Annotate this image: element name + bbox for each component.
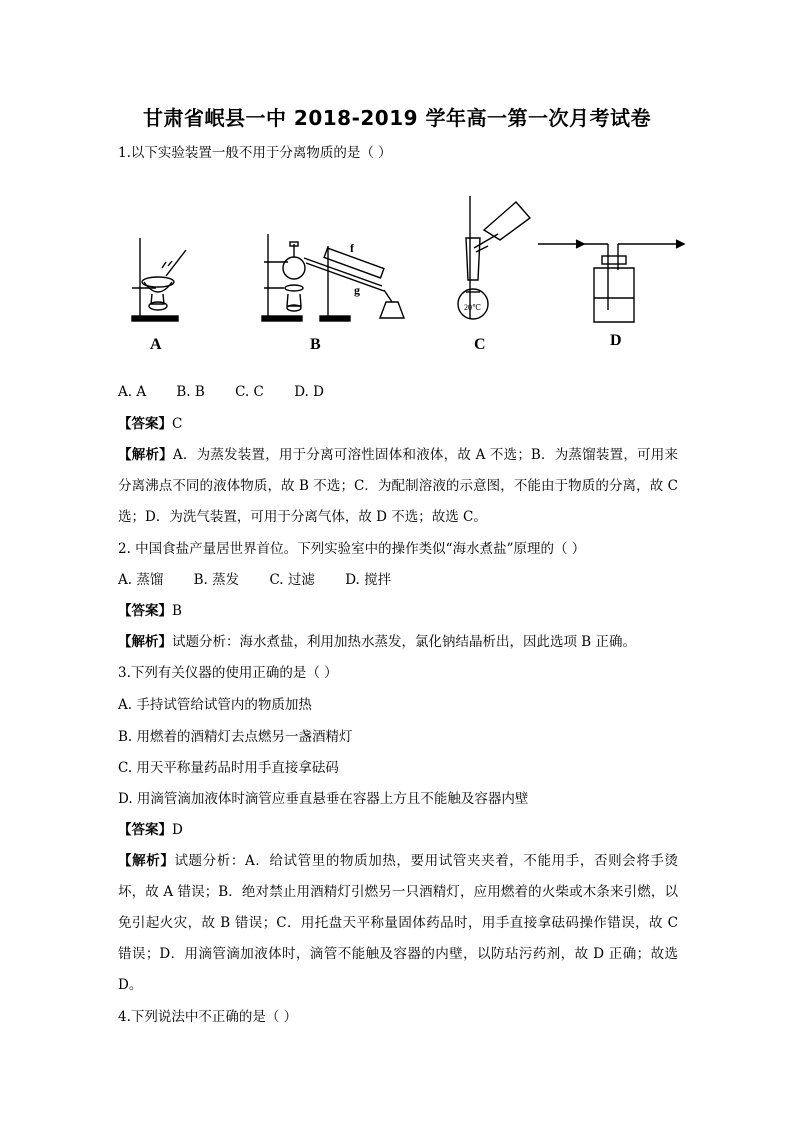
analysis-label: 【解析】 [118, 853, 175, 869]
apparatus-c-volumetric-flask [458, 196, 530, 319]
q3-stem: 3.下列有关仪器的使用正确的是（ ） [118, 665, 338, 681]
answer-value: B [172, 603, 182, 619]
analysis-text: A．为蒸发装置，用于分离可溶性固体和液体，故 A 不选；B．为蒸馏装置，可用来分离沸点不同的液体物质，故 B 不选；C．为配制溶液的示意图，不能由于物质的分离，故 C 选；D．为洗气装置，可用于分离气体，故 D 不选；故选 C。 [118, 447, 678, 525]
q2-stem: 2. 中国食盐产量居世界首位。下列实验室中的操作类似“海水煮盐”原理的（ ） [118, 541, 586, 557]
q3-answer [118, 820, 183, 840]
q1-option-c[interactable]: C. C [235, 384, 264, 400]
q1-option-a[interactable]: A. A [118, 384, 147, 400]
q4-stem: 4.下列说法中不正确的是（ ） [118, 1009, 298, 1025]
q1-option-d[interactable]: D. D [294, 384, 324, 400]
q1-stem: 1.以下实验装置一般不用于分离物质的是（ ） [118, 145, 392, 161]
q2-options [118, 570, 417, 590]
analysis-text: 试题分析：A．给试管里的物质加热，要用试管夹夹着，不能用手，否则会将手烫坏，故 A 错误；B．绝对禁止用酒精灯引燃另一只酒精灯，应用燃着的火柴或木条来引燃，以免引起火灾，故 B 错误；C．用托盘天平称量固体药品时，用手直接拿砝码操作错误，故 C 错误；D．用滴管滴加液体时，滴管不能触及容器的内壁，以防玷污药剂，故 D 正确；故选 D。 [118, 853, 678, 993]
q1-option-b[interactable]: B. B [176, 384, 205, 400]
figure-label-b: B [310, 336, 321, 353]
q1-options [118, 382, 350, 402]
q3-option-a[interactable]: A. 手持试管给试管内的物质加热 [118, 697, 312, 713]
figure-label-d: D [610, 332, 622, 349]
q1-answer [118, 414, 182, 434]
analysis-label: 【解析】 [118, 447, 173, 463]
analysis-label: 【解析】 [118, 634, 172, 650]
q1-analysis [118, 440, 678, 533]
q1-apparatus-figure [118, 190, 698, 360]
answer-value: D [172, 822, 183, 838]
answer-label: 【答案】 [118, 822, 172, 838]
apparatus-a-evaporation [132, 238, 186, 321]
q2-analysis [118, 632, 636, 652]
label-g: g [354, 283, 360, 297]
q3-option-d[interactable]: D. 用滴管滴加液体时滴管应垂直悬垂在容器上方且不能触及容器内壁 [118, 791, 529, 807]
answer-label: 【答案】 [118, 416, 172, 432]
q2-option-c[interactable]: C. 过滤 [269, 572, 315, 588]
answer-value: C [172, 416, 183, 432]
analysis-text: 试题分析：海水煮盐，利用加热水蒸发，氯化钠结晶析出，因此选项 B 正确。 [172, 634, 637, 650]
label-temp: 20℃ [464, 303, 481, 312]
label-f: f [350, 241, 354, 255]
q3-analysis [118, 846, 678, 1001]
q3-option-b[interactable]: B. 用燃着的酒精灯去点燃另一盏酒精灯 [118, 729, 353, 745]
figure-label-c: C [474, 336, 486, 353]
answer-label: 【答案】 [118, 603, 172, 619]
page-title: 甘肃省岷县一中 2018-2019 学年高一第一次月考试卷 [142, 106, 652, 130]
figure-label-a: A [150, 336, 162, 353]
apparatus-b-distillation [262, 234, 404, 321]
apparatus-d-washing-bottle [538, 240, 684, 322]
q2-answer [118, 601, 182, 621]
q2-option-b[interactable]: B. 蒸发 [193, 572, 240, 588]
q2-option-d[interactable]: D. 搅拌 [345, 572, 392, 588]
q3-option-c[interactable]: C. 用天平称量药品时用手直接拿砝码 [118, 760, 339, 776]
q2-option-a[interactable]: A. 蒸馏 [118, 572, 164, 588]
